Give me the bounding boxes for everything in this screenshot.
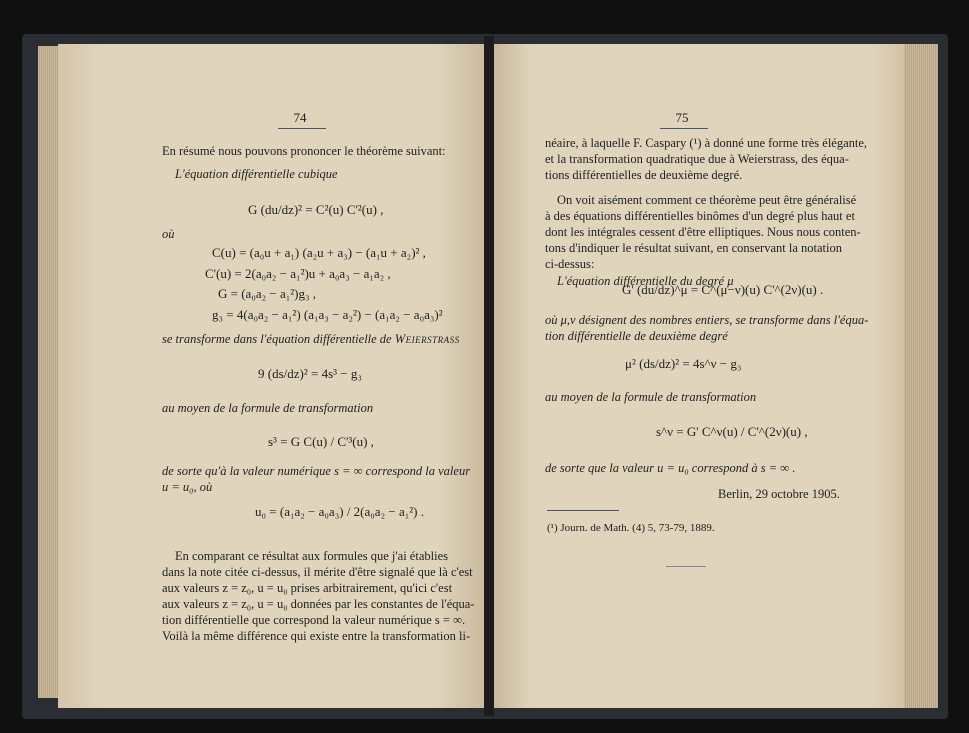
header-rule-right <box>660 128 708 129</box>
equation-2: 9 (ds/dz)² = 4s³ − g₃ <box>258 366 362 381</box>
paragraph-line-5: tion différentielle que correspond la valeur numérique s = ∞. <box>162 613 466 627</box>
equation-1: G (du/dz)² = C²(u) C'²(u) , <box>248 202 384 217</box>
footnote: (¹) Journ. de Math. (4) 5, 73-79, 1889. <box>547 522 715 534</box>
equation-3: s³ = G C(u) / C'³(u) , <box>268 434 374 449</box>
page-number-left: 74 <box>293 110 307 125</box>
page-edges-right <box>902 44 938 708</box>
weierstrass-name: Weierstrass <box>394 332 460 346</box>
paragraph-line-2: dans la note citée ci-dessus, il mérite d'être signalé que là c'est <box>162 565 473 579</box>
theorem-2-intro: L'équation différentielle du degré μ <box>557 274 734 288</box>
def-G: G = (a₀a₂ − a₁²)g₃ , <box>218 286 317 301</box>
right-para-line-2: à des équations différentielles binômes d'un degré plus haut et <box>545 209 855 223</box>
header-rule-left <box>278 128 326 129</box>
equation-5: G' (du/dz)^μ = C^(μ−ν)(u) C'^(2ν)(u) . <box>622 282 824 297</box>
right-top-line-3: tions différentielles de deuxième degré. <box>545 168 743 182</box>
equation-6: μ² (ds/dz)² = 4s^ν − g₃ <box>625 356 742 371</box>
signature-date: Berlin, 29 octobre 1905. <box>718 487 840 501</box>
equation-7: s^ν = G' C^ν(u) / C'^(2ν)(u) , <box>656 424 808 439</box>
paragraph-line-3: aux valeurs z = z₀, u = u₀ prises arbitrairement, qu'ici c'est <box>162 581 453 595</box>
paragraph-line-1: En comparant ce résultat aux formules que j'ai établies <box>175 549 448 563</box>
intro-text: En résumé nous pouvons prononcer le théorème suivant: <box>162 144 446 158</box>
def-Cprime: C'(u) = 2(a₀a₂ − a₁²)u + a₀a₃ − a₁a₂ , <box>205 266 391 281</box>
moyen-text-1: au moyen de la formule de transformation <box>162 401 374 415</box>
equation-4: u₀ = (a₁a₂ − a₀a₃) / 2(a₀a₂ − a₁²) . <box>255 504 424 519</box>
ou-label-1: où <box>162 227 175 241</box>
ou-text-2b: tion différentielle de deuxième degré <box>545 329 728 343</box>
moyen-text-2: au moyen de la formule de transformation <box>545 390 757 404</box>
right-para-line-3: dont les intégrales cessent d'être elliptiques. Nous nous conten- <box>545 225 861 239</box>
right-para-line-4: tons d'indiquer le résultat suivant, en conservant la notation <box>545 241 842 255</box>
right-para-line-1: On voit aisément comment ce théorème peut être généralisé <box>557 193 857 207</box>
def-g3: g₃ = 4(a₀a₂ − a₁²) (a₁a₃ − a₂²) − (a₁a₂ − a₀a₃)² <box>212 307 443 322</box>
paragraph-line-6: Voilà la même différence qui existe entre la transformation li- <box>162 629 471 643</box>
page-number-right: 75 <box>675 110 689 125</box>
sorte-text-3: de sorte que la valeur u = u₀ correspond à s = ∞ . <box>545 461 796 475</box>
sorte-text-2: u = u₀, où <box>162 480 213 494</box>
ou-text-2a: où μ,ν désignent des nombres entiers, se transforme dans l'équa- <box>545 313 869 327</box>
right-para-line-5: ci-dessus: <box>545 257 595 271</box>
theorem-intro: L'équation différentielle cubique <box>175 167 338 181</box>
book-spine <box>484 36 494 716</box>
paragraph-line-4: aux valeurs z = z₀, u = u₀ données par les constantes de l'équa- <box>162 597 475 611</box>
transforms-text: se transforme dans l'équation différentielle de Weierstrass <box>162 332 460 346</box>
right-top-line-1: néaire, à laquelle F. Caspary (¹) à donné une forme très élégante, <box>545 136 868 150</box>
sorte-text-1: de sorte qu'à la valeur numérique s = ∞ correspond la valeur <box>162 464 471 478</box>
right-top-line-2: et la transformation quadratique due à Weierstrass, des équa- <box>545 152 849 166</box>
end-rule <box>666 566 706 567</box>
def-C: C(u) = (a₀u + a₁) (a₂u + a₃) − (a₁u + a₂)² , <box>212 245 426 260</box>
footnote-rule <box>547 510 619 511</box>
